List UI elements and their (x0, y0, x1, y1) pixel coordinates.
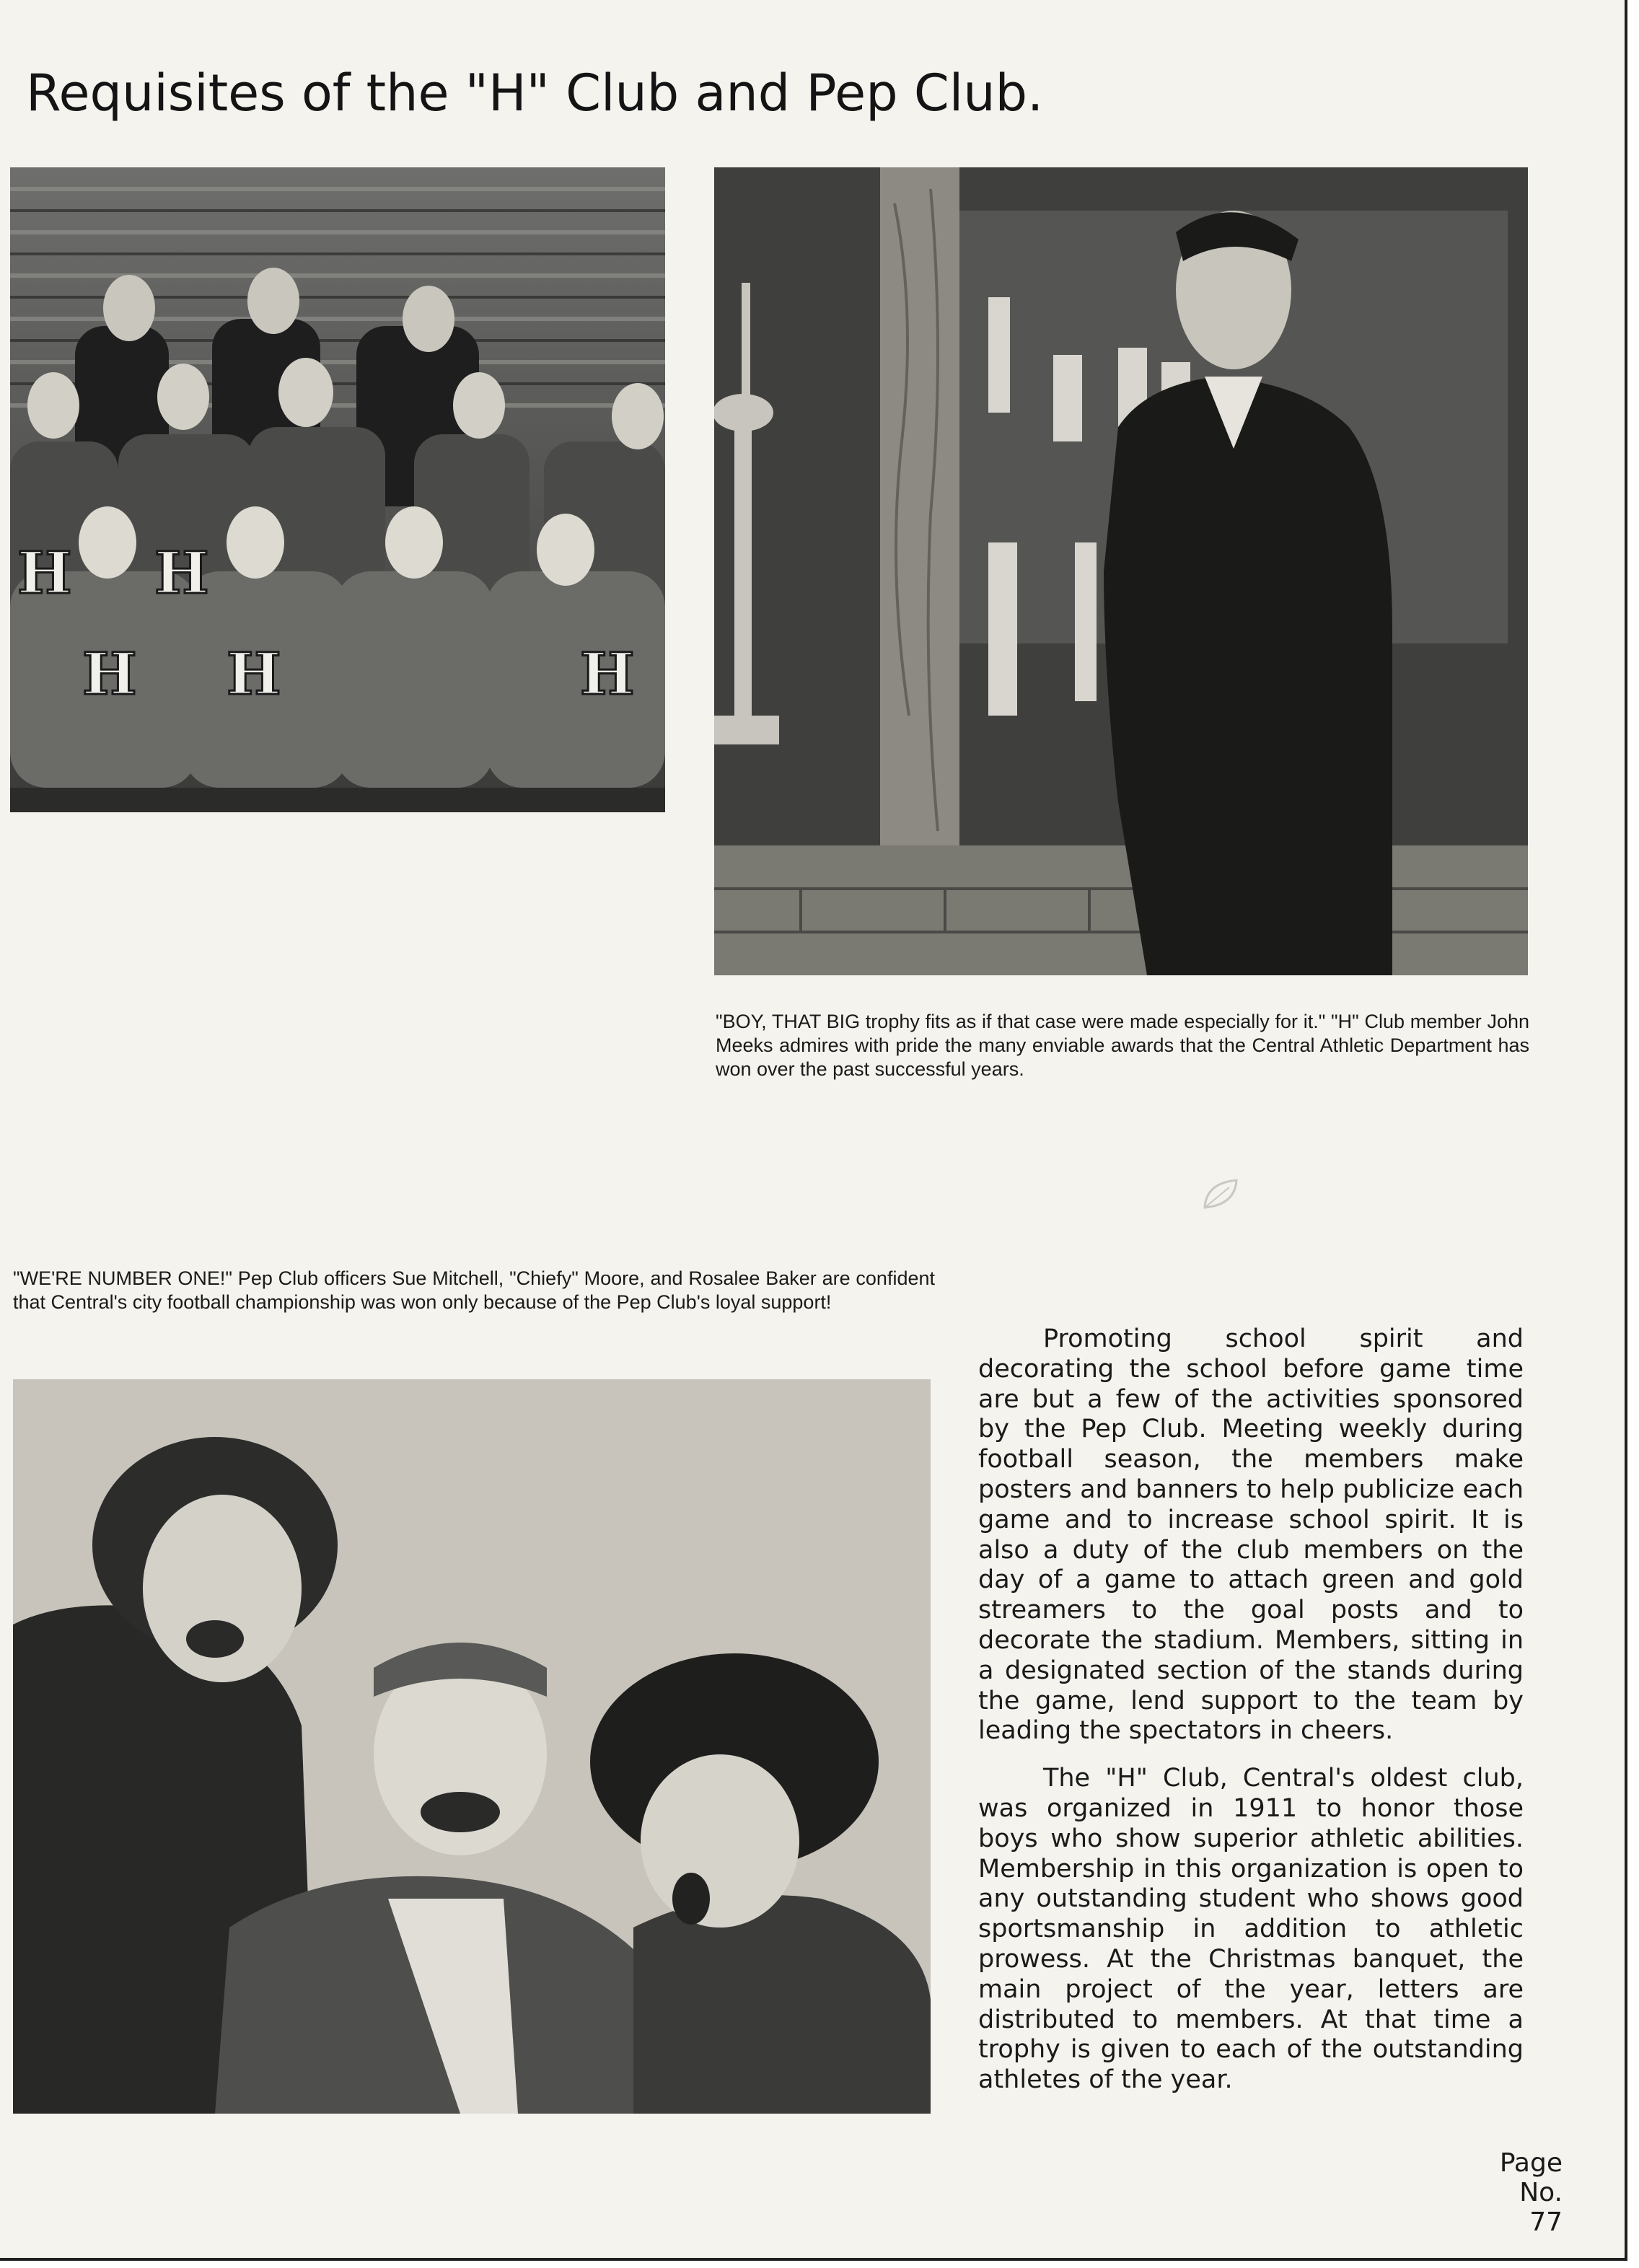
page-number-label: Page (1499, 2148, 1563, 2178)
page-title: Requisites of the "H" Club and Pep Club. (26, 63, 1044, 123)
article-body (978, 1324, 1524, 2113)
pep-club-officers-photo (13, 1379, 931, 2114)
body-paragraph-pep-club: Promoting school spirit and decorating the school before game time are but a few of the activities sponsored by the Pep Club. Meeting weekly during football season, the members make posters and banners to help publicize each game and to increase school spirit. It is also a duty of the club members on the day of a game to attach green and gold streamers to the goal posts and to decorate the stadium. Members, sitting in a designated section of the stands during the game, lend support to the team by leading the spectators in cheers. (978, 1324, 1524, 1746)
svg-text:H: H (580, 640, 635, 708)
body-paragraph-h-club: The "H" Club, Central's oldest club, was organized in 1911 to honor those boys who show superior athletic abilities. Membership in this organization is open to any outstanding student who shows good sportsmanship in addition to athletic prowess. At the Christmas banquet, the main project of the year, letters are distributed to members. At that time a trophy is given to each of the outstanding athletes of the year. (978, 1764, 1524, 2095)
trophy-case-photo-icon (714, 167, 1528, 975)
svg-text:H: H (82, 640, 137, 708)
trophy-case-photo (714, 167, 1528, 975)
pep-photo-caption: "WE'RE NUMBER ONE!" Pep Club officers Sue Mitchell, "Chiefy" Moore, and Rosalee Baker are confident that Central's city football championship was won only because of the Pep Club's loyal support! (13, 1267, 935, 1313)
page-number-no: No. (1519, 2178, 1563, 2207)
h-club-group-photo (10, 167, 665, 812)
page-number-value: 77 (1529, 2207, 1563, 2237)
leaf-icon (1200, 1176, 1241, 1213)
pep-club-photo-icon (13, 1379, 931, 2114)
svg-text:H: H (154, 539, 209, 607)
page-number (1500, 2148, 1563, 2237)
svg-text:H: H (17, 539, 72, 607)
group-photo-icon (10, 167, 665, 812)
svg-text:H: H (227, 640, 281, 708)
trophy-photo-caption: "BOY, THAT BIG trophy fits as if that case were made especially for it." "H" Club member John Meeks admires with pride the many enviable awards that the Central Athletic Department has won over the past successful years. (716, 1011, 1529, 1080)
